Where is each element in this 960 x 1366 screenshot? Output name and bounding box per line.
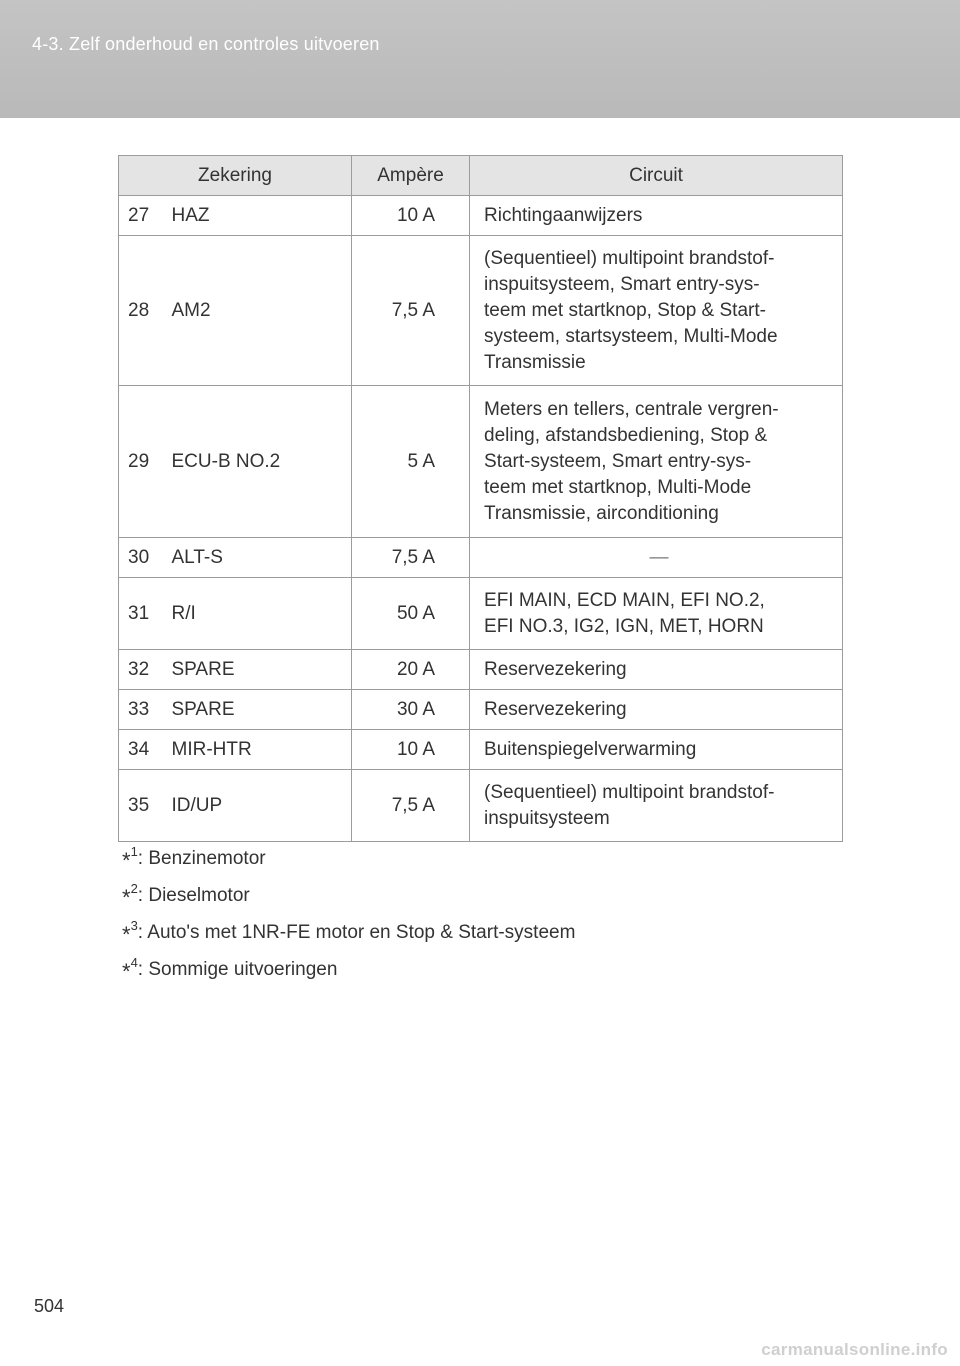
circuit-cell: Reservezekering <box>470 650 843 690</box>
column-header-circuit: Circuit <box>470 156 843 196</box>
fuse-number-cell: 33 <box>119 690 164 730</box>
table-row <box>119 578 843 650</box>
ampere-cell: 30 A <box>352 690 470 730</box>
circuit-cell: Reservezekering <box>470 690 843 730</box>
fuse-name-cell: HAZ <box>164 196 352 236</box>
page-number: 504 <box>34 1296 65 1316</box>
circuit-cell: (Sequentieel) multipoint brandstof- inspuitsysteem <box>470 770 843 842</box>
table-row <box>119 650 843 690</box>
table-row <box>119 386 843 538</box>
fuse-name-cell: ECU-B NO.2 <box>164 386 352 538</box>
ampere-cell: 50 A <box>352 578 470 650</box>
footnote-marker: * <box>122 922 131 947</box>
circuit-cell: — <box>470 538 843 578</box>
fuse-number-cell: 29 <box>119 386 164 538</box>
table-row <box>119 690 843 730</box>
footnote-text: : Benzinemotor <box>137 848 266 869</box>
footnote-marker: * <box>122 885 131 910</box>
ampere-cell: 10 A <box>352 730 470 770</box>
fuse-name-cell: SPARE <box>164 650 352 690</box>
circuit-cell: (Sequentieel) multipoint brandstof- inspuitsysteem, Smart entry-sys- teem met startknop, Stop & Start- systeem, startsysteem, Multi-Mode Transmissie <box>470 236 843 386</box>
footnote <box>122 838 575 875</box>
column-header-zekering: Zekering <box>119 156 352 196</box>
footnote-text: : Auto's met 1NR-FE motor en Stop & Start-systeem <box>137 922 576 943</box>
ampere-cell: 7,5 A <box>352 770 470 842</box>
fuse-number-cell: 27 <box>119 196 164 236</box>
table-row <box>119 770 843 842</box>
footnote <box>122 875 575 912</box>
circuit-cell: Richtingaanwijzers <box>470 196 843 236</box>
fuse-number-cell: 31 <box>119 578 164 650</box>
footnote-marker: * <box>122 959 131 984</box>
circuit-cell: Buitenspiegelverwarming <box>470 730 843 770</box>
table-row <box>119 236 843 386</box>
fuse-name-cell: R/I <box>164 578 352 650</box>
header-band <box>0 0 960 118</box>
footnote-index: 4 <box>130 955 138 970</box>
footnotes <box>122 838 575 986</box>
section-title: 4-3. Zelf onderhoud en controles uitvoeren <box>32 34 380 54</box>
fuse-name-cell: ID/UP <box>164 770 352 842</box>
footnote-text: : Sommige uitvoeringen <box>137 959 338 980</box>
fuse-number-cell: 28 <box>119 236 164 386</box>
table-row <box>119 538 843 578</box>
ampere-cell: 10 A <box>352 196 470 236</box>
ampere-cell: 7,5 A <box>352 538 470 578</box>
ampere-cell: 7,5 A <box>352 236 470 386</box>
ampere-cell: 5 A <box>352 386 470 538</box>
table-header-row <box>119 156 843 196</box>
fuse-number-cell: 32 <box>119 650 164 690</box>
circuit-cell: Meters en tellers, centrale vergren- deling, afstandsbediening, Stop & Start-systeem, Smart entry-sys- teem met startknop, Multi-Mode Transmissie, airconditioning <box>470 386 843 538</box>
circuit-cell: EFI MAIN, ECD MAIN, EFI NO.2, EFI NO.3, IG2, IGN, MET, HORN <box>470 578 843 650</box>
fuse-name-cell: SPARE <box>164 690 352 730</box>
fuse-name-cell: AM2 <box>164 236 352 386</box>
fuse-table <box>118 155 843 842</box>
footnote <box>122 949 575 986</box>
ampere-cell: 20 A <box>352 650 470 690</box>
footnote-index: 2 <box>130 881 138 896</box>
footnote-marker: * <box>122 848 131 873</box>
watermark: carmanualsonline.info <box>761 1340 948 1359</box>
fuse-name-cell: ALT-S <box>164 538 352 578</box>
fuse-number-cell: 34 <box>119 730 164 770</box>
footnote-index: 1 <box>130 844 138 859</box>
table-row <box>119 196 843 236</box>
column-header-ampere: Ampère <box>352 156 470 196</box>
footnote-index: 3 <box>130 918 138 933</box>
fuse-table-body <box>119 196 843 842</box>
footnote-text: : Dieselmotor <box>137 885 250 906</box>
table-row <box>119 730 843 770</box>
footnote <box>122 912 575 949</box>
fuse-number-cell: 30 <box>119 538 164 578</box>
fuse-number-cell: 35 <box>119 770 164 842</box>
fuse-name-cell: MIR-HTR <box>164 730 352 770</box>
